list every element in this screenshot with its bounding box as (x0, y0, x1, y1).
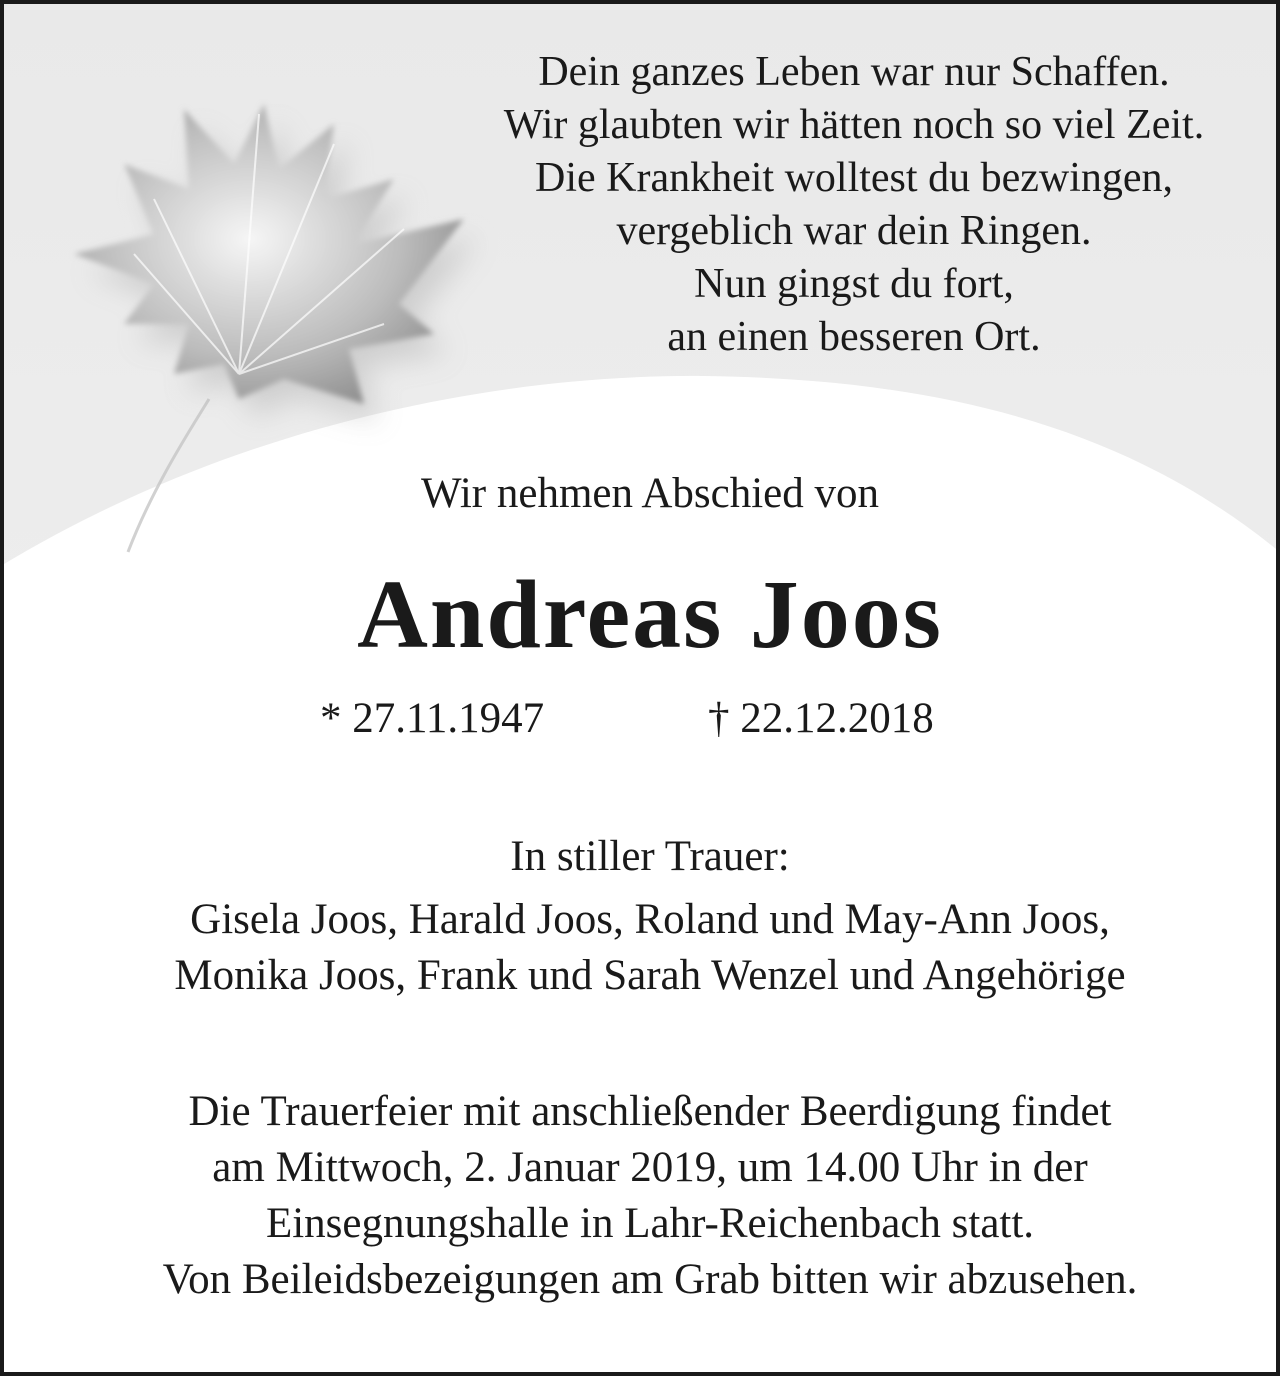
service-line: Die Trauerfeier mit anschließender Beerdigung findet (188, 1088, 1112, 1135)
service-line: am Mittwoch, 2. Januar 2019, um 14.00 Uhr in der (212, 1144, 1088, 1191)
poem-line: Nun gingst du fort, (694, 261, 1014, 307)
farewell-intro: Wir nehmen Abschied von (420, 470, 880, 517)
poem (424, 46, 1280, 364)
death-date: † 22.12.2018 (708, 695, 934, 742)
poem-line: Wir glaubten wir hätten noch so viel Zeit. (503, 102, 1205, 148)
mourners-list (4, 892, 1280, 1004)
poem-line: Die Krankheit wolltest du bezwingen, (535, 155, 1173, 201)
mourners-line: Gisela Joos, Harald Joos, Roland und May-Ann Joos, (190, 896, 1110, 943)
poem-line: an einen besseren Ort. (667, 314, 1041, 360)
mourners-line: Monika Joos, Frank und Sarah Wenzel und Angehörige (174, 952, 1126, 999)
birth-date: * 27.11.1947 (320, 695, 545, 742)
service-info (4, 1084, 1280, 1308)
poem-line: Dein ganzes Leben war nur Schaffen. (538, 49, 1170, 95)
deceased-name: Andreas Joos (357, 561, 943, 669)
service-line: Von Beileidsbezeigungen am Grab bitten wir abzusehen. (162, 1256, 1138, 1303)
mourning-label: In stiller Trauer: (510, 833, 790, 880)
poem-line: vergeblich war dein Ringen. (616, 208, 1092, 254)
service-line: Einsegnungshalle in Lahr-Reichenbach statt. (265, 1200, 1035, 1247)
